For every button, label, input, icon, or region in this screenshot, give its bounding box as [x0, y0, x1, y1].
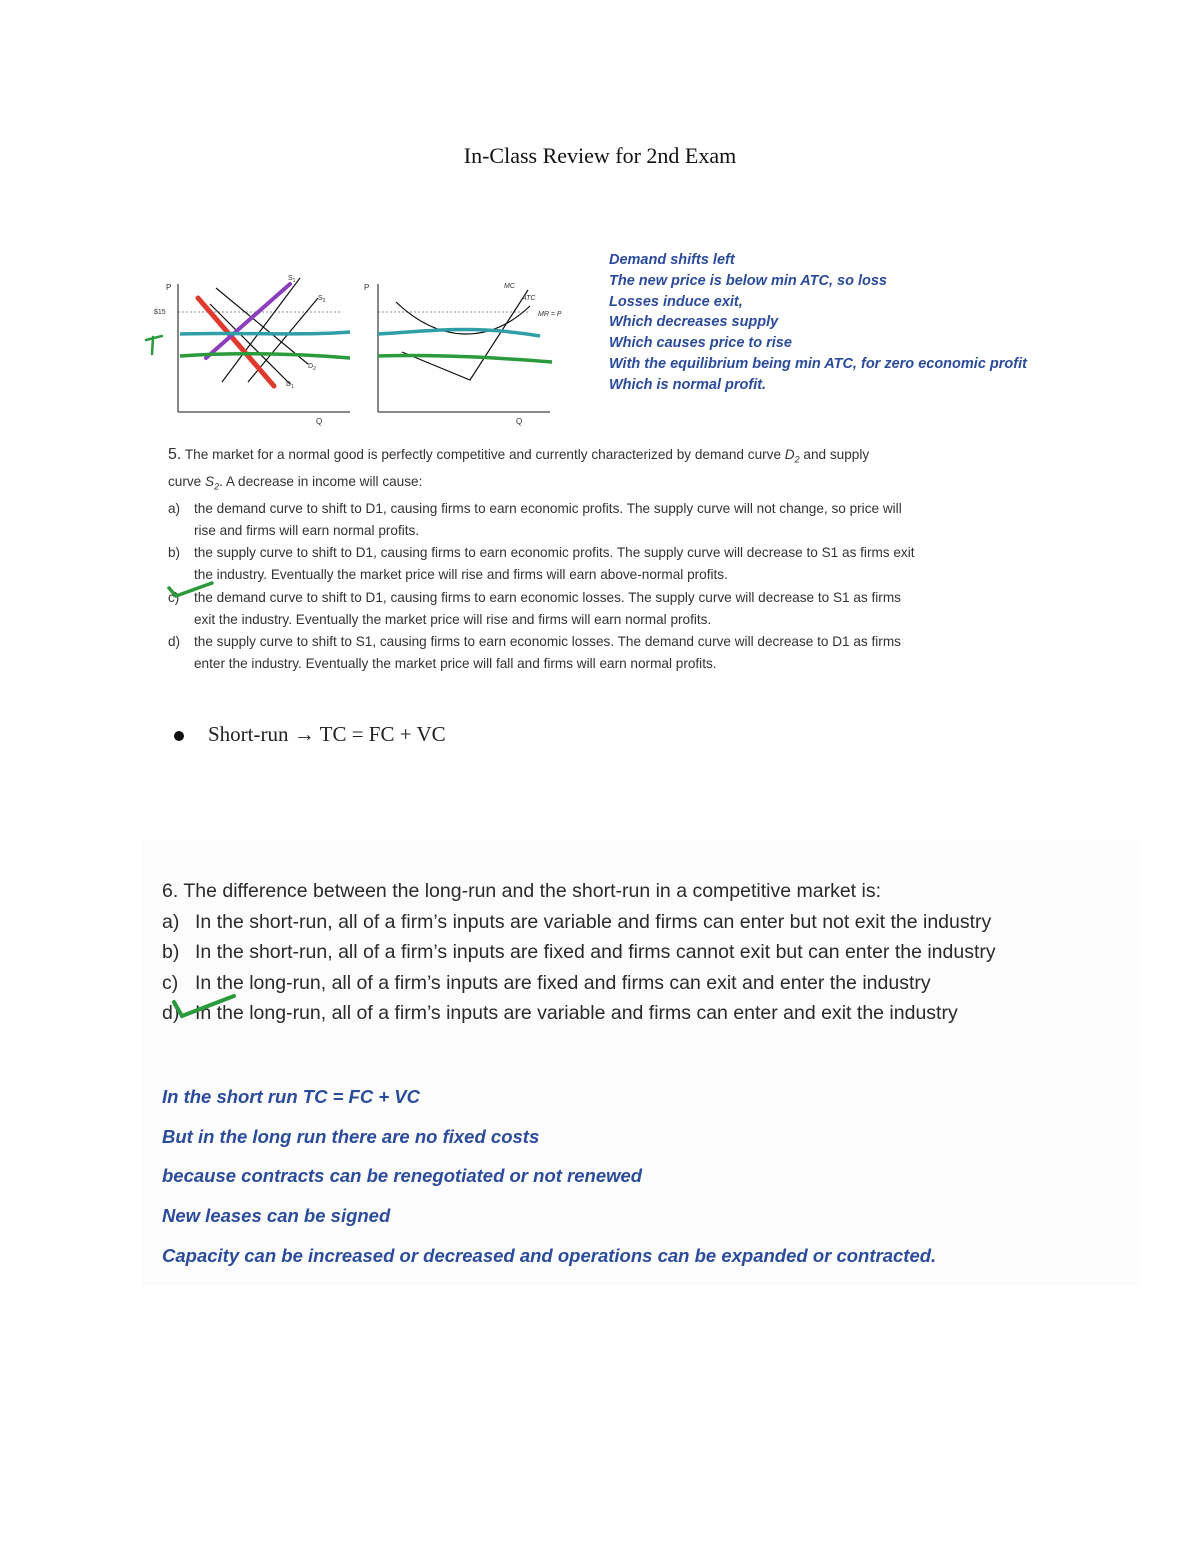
- note-line: In the short run TC = FC + VC: [162, 1086, 420, 1107]
- answer-option-b[interactable]: [168, 542, 1068, 586]
- option-label: c): [168, 589, 180, 605]
- stem-text: curve: [168, 473, 202, 489]
- answer-option-d[interactable]: [168, 631, 1068, 675]
- answer-option-a[interactable]: [162, 907, 1122, 938]
- left-axis-p: P: [166, 283, 172, 292]
- right-axis-p: P: [364, 283, 370, 292]
- option-label: a): [162, 910, 180, 933]
- answer-option-a[interactable]: [168, 498, 1068, 542]
- option-text: In the long-run, all of a firm’s inputs are fixed and firms can exit and enter the industry: [195, 971, 931, 994]
- document-title: In-Class Review for 2nd Exam: [463, 143, 737, 168]
- note-line: Which is normal profit.: [609, 376, 767, 393]
- bullet-point: [174, 722, 446, 747]
- supply-demand-graphs: [140, 262, 580, 437]
- option-label: b): [168, 545, 181, 561]
- answer-option-d[interactable]: [162, 998, 1122, 1029]
- bullet-dot-icon: [174, 731, 184, 741]
- stem-curve-d: $D_2$: [784, 447, 800, 465]
- note-line: But in the long run there are no fixed costs: [162, 1125, 540, 1147]
- option-text: In the short-run, all of a firm’s inputs are fixed and firms cannot exit but can enter the industry: [195, 941, 996, 963]
- option-text: exit the industry. Eventually the market price will rise and firms will earn normal profits.: [194, 611, 712, 627]
- label-mr-p: MR = P: [538, 311, 562, 318]
- bullet-text: Short-run → TC = FC + VC: [208, 722, 446, 746]
- note-line: because contracts can be renegotiated or not renewed: [162, 1165, 643, 1187]
- option-label: c): [162, 971, 179, 994]
- stem-text: and supply: [803, 447, 870, 462]
- note-line: Losses induce exit,: [609, 293, 743, 310]
- question6-notes: [162, 1077, 1122, 1276]
- option-label: a): [168, 500, 181, 516]
- answer-option-b[interactable]: [162, 937, 1122, 968]
- answer-option-c[interactable]: [162, 968, 1122, 999]
- note-line: The new price is below min ATC, so loss: [609, 272, 887, 289]
- question-6-stem: 6. The difference between the long-run and the short-run in a competitive market is:: [162, 880, 882, 902]
- question-5-stem: [168, 444, 1068, 471]
- option-label: b): [162, 941, 180, 963]
- left-price-value: $15: [154, 309, 166, 316]
- note-line: Demand shifts left: [609, 252, 735, 268]
- note-line: With the equilibrium being min ATC, for zero economic profit: [609, 355, 1027, 372]
- stem-curve-s: $S_2$: [205, 473, 220, 492]
- option-text: rise and firms will earn normal profits.: [194, 523, 420, 539]
- label-s1: $S_1$: [288, 275, 296, 284]
- right-axis-q: Q: [516, 417, 523, 426]
- option-text: the supply curve to shift to D1, causing firms to earn economic profits. The supply curve will decrease to S1 as firms exit: [194, 545, 915, 561]
- left-market-graph: [146, 275, 350, 426]
- question-5: [168, 444, 1068, 675]
- option-text: In the short-run, all of a firm’s inputs are variable and firms can enter but not exit the industry: [195, 910, 992, 933]
- label-mc: MC: [504, 283, 515, 290]
- right-firm-graph: [364, 283, 562, 426]
- option-label: d): [162, 1002, 180, 1024]
- question-number: 5.: [168, 446, 182, 463]
- option-text: the industry. Eventually the market price will rise and firms will earn above-normal profits.: [194, 567, 728, 583]
- annotation-green-firm-line: [378, 355, 552, 362]
- note-line: Which causes price to rise: [609, 335, 792, 352]
- label-d2: $D_2$: [308, 363, 316, 372]
- option-text: enter the industry. Eventually the market price will fall and firms will earn normal profits.: [194, 656, 717, 672]
- label-s2: $S_2$: [318, 295, 326, 304]
- question-6: [162, 876, 1122, 1029]
- label-d1: $D_1$: [286, 381, 294, 390]
- annotation-teal-firm-line: [378, 330, 540, 336]
- label-atc: ATC: [522, 295, 536, 302]
- option-text: In the long-run, all of a firm’s inputs are variable and firms can enter and exit the industry: [195, 1002, 958, 1024]
- stem-text: The market for a normal good is perfectly competitive and currently characterized by demand curve: [184, 447, 782, 462]
- question-5-stem-line2: [168, 471, 1068, 498]
- option-text: the supply curve to shift to S1, causing firms to earn economic losses. The demand curve will decrease to D1 as firms: [194, 634, 901, 650]
- note-line: Capacity can be increased or decreased and operations can be expanded or contracted.: [162, 1244, 937, 1266]
- annotation-teal-price-line: [180, 332, 350, 334]
- left-axis-q: Q: [316, 417, 323, 426]
- mc-curve: [402, 290, 528, 380]
- option-text: the demand curve to shift to D1, causing firms to earn economic losses. The supply curve will decrease to S1 as firms: [194, 589, 901, 605]
- annotation-green-mark: [146, 336, 162, 354]
- option-label: d): [168, 634, 181, 650]
- note-line: Which decreases supply: [609, 314, 779, 331]
- annotation-red-demand-line: [198, 298, 274, 386]
- stem-text: . A decrease in income will cause:: [219, 473, 423, 489]
- answer-option-c[interactable]: [168, 587, 1068, 631]
- question5-notes: [609, 250, 1079, 396]
- note-line: New leases can be signed: [162, 1205, 391, 1227]
- option-text: the demand curve to shift to D1, causing firms to earn economic profits. The supply curve will not change, so price will: [194, 500, 902, 516]
